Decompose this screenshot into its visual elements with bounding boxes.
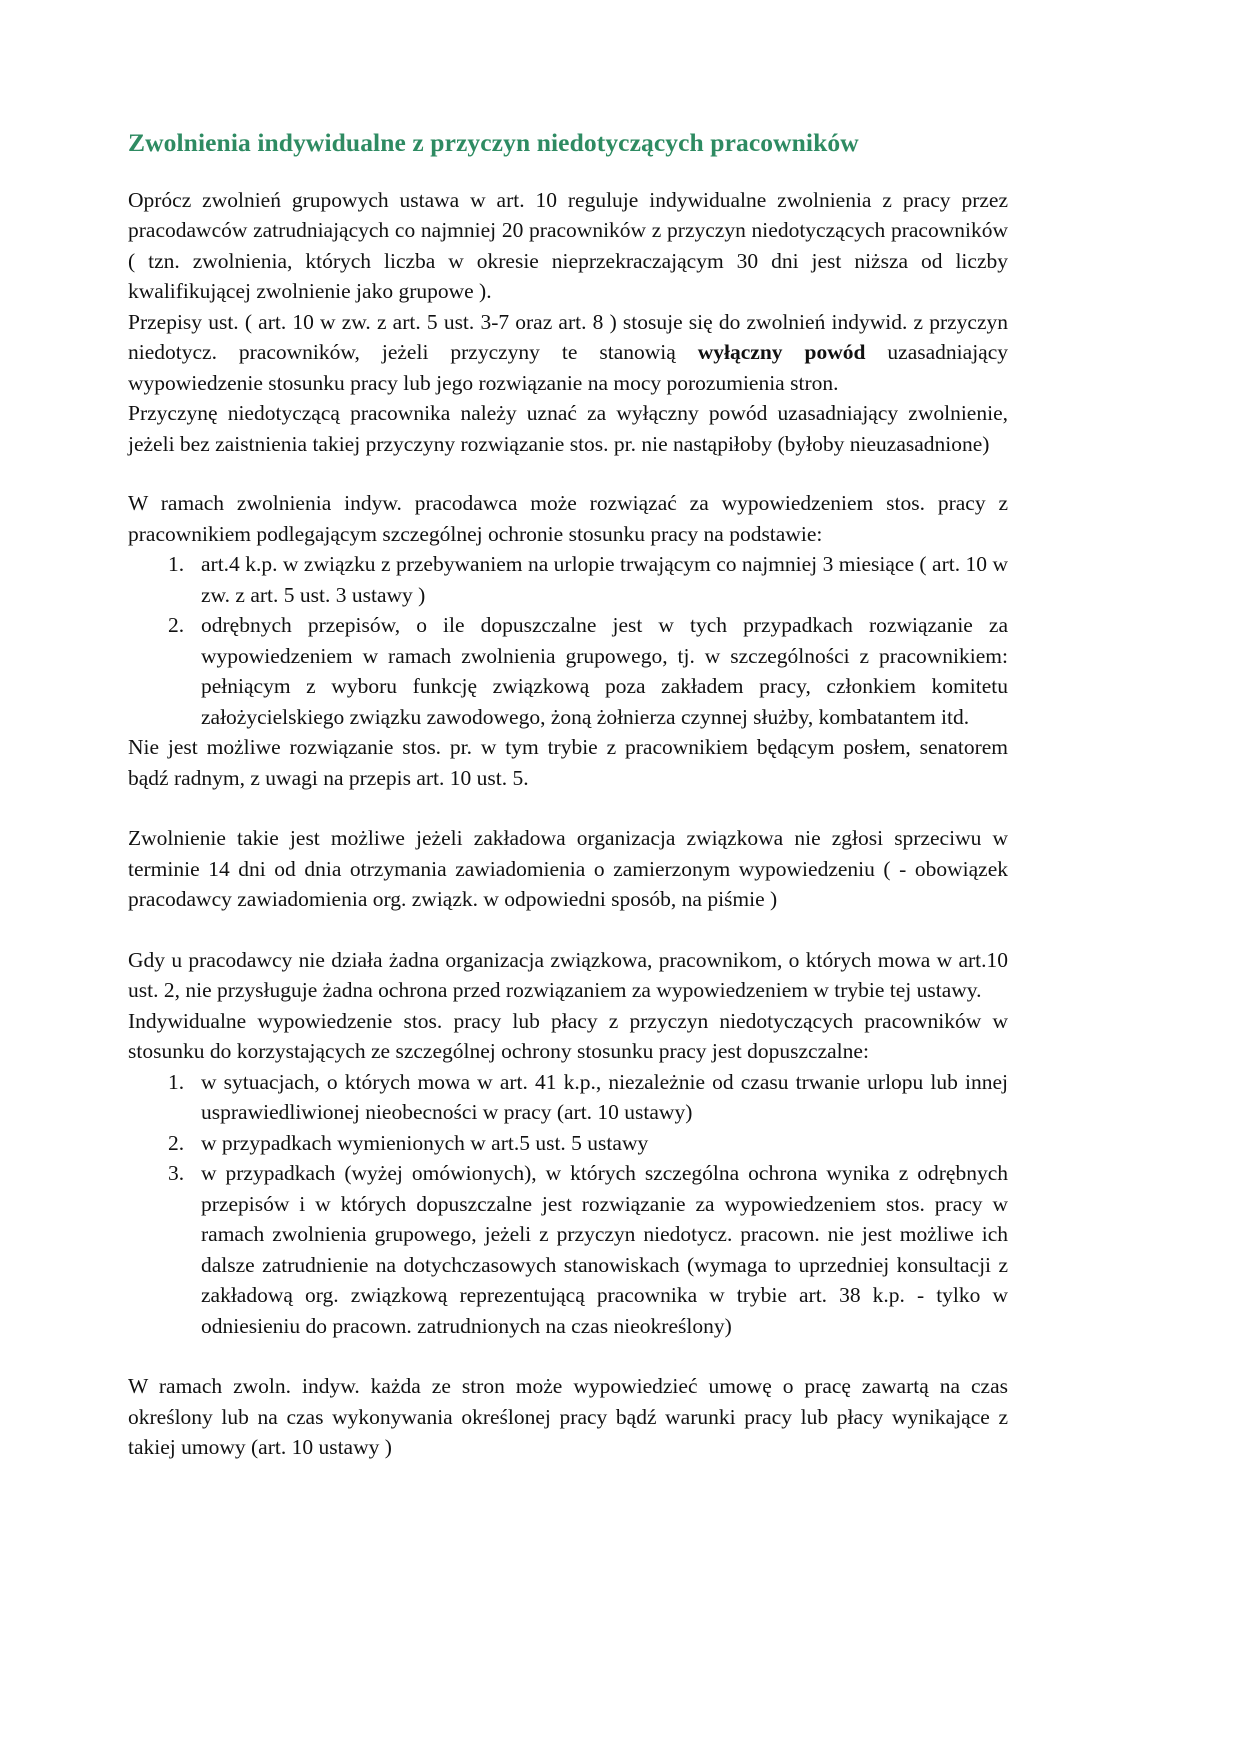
paragraph-7: Gdy u pracodawcy nie działa żadna organizacja związkowa, pracownikom, o których mowa w art.10 ust. 2, nie przysługuje żadna ochrona przed rozwiązaniem za wypowiedzeniem w trybie tej ustawy.: [128, 947, 1008, 1003]
spacer: [128, 915, 1008, 945]
paragraph-5: Nie jest możliwe rozwiązanie stos. pr. w tym trybie z pracownikiem będącym posłem, senatorem bądź radnym, z uwagi na przepis art. 10 ust. 5.: [128, 735, 1008, 790]
page-title: Zwolnienia indywidualne z przyczyn niedotyczących pracowników: [128, 128, 859, 157]
paragraph-2-emphasis: wyłączny powód: [697, 340, 866, 365]
list-item: odrębnych przepisów, o ile dopuszczalne jest w tych przypadkach rozwiązanie za wypowiedzeniem w ramach zwolnienia grupowego, tj. w szczególności z pracownikiem: pełniącym z wyboru funkcję związkową poza zakładem pracy, członkiem komitetu założycielskiego związku zawodowego, żoną żołnierza czynnej służby, kombatantem itd.: [201, 613, 1008, 729]
spacer: [128, 1341, 1008, 1371]
paragraph-6: Zwolnienie takie jest możliwe jeżeli zakładowa organizacja związkowa nie zgłosi sprzeciwu w terminie 14 dni od dnia otrzymania zawiadomienia o zamierzonym wypowiedzeniu ( - obowiązek pracodawcy zawiadomienia org. związk. w odpowiedni sposób, na piśmie ): [128, 826, 1008, 912]
paragraph-4: W ramach zwolnienia indyw. pracodawca może rozwiązać za wypowiedzeniem stos. pracy z pracownikiem podlegającym szczególnej ochronie stosunku pracy na podstawie:: [128, 491, 1008, 546]
spacer: [128, 459, 1008, 488]
paragraph-8: Indywidualne wypowiedzenie stos. pracy lub płacy z przyczyn niedotyczących pracowników w stosunku do korzystających ze szczególnej ochrony stosunku pracy jest dopuszczalne:: [128, 1008, 1008, 1064]
list-item: w sytuacjach, o których mowa w art. 41 k.p., niezależnie od czasu trwanie urlopu lub innej usprawiedliwionej nieobecności w pracy (art. 10 ustawy): [201, 1069, 1008, 1125]
spacer: [128, 793, 1008, 823]
paragraph-1: Oprócz zwolnień grupowych ustawa w art. 10 reguluje indywidualne zwolnienia z pracy przez pracodawców zatrudniających co najmniej 20 pracowników z przyczyn niedotyczących pracowników ( tzn. zwolnienia, których liczba w okresie nieprzekraczającym 30 dni jest niższa od liczby kwalifikującej zwolnienie jako grupowe ).: [128, 187, 1008, 304]
list-item: w przypadkach (wyżej omówionych), w których szczególna ochrona wynika z odrębnych przepisów i w których dopuszczalne jest rozwiązanie za wypowiedzeniem stos. pracy w ramach zwolnienia grupowego, jeżeli z przyczyn niedotycz. pracown. nie jest możliwe ich dalsze zatrudnienie na dotychczasowych stanowiskach (wymaga to uprzedniej konsultacji z zakładową org. związkową reprezentującą pracownika w trybie art. 38 k.p. - tylko w odniesieniu do pracown. zatrudnionych na czas nieokreślony): [201, 1161, 1008, 1338]
numbered-list-one: [128, 549, 1008, 732]
numbered-list-two: [128, 1067, 1008, 1342]
list-item: w przypadkach wymienionych w art.5 ust. 5 ustawy: [201, 1130, 649, 1155]
paragraph-2: [128, 307, 1008, 399]
paragraph-9: W ramach zwoln. indyw. każda ze stron może wypowiedzieć umowę o pracę zawartą na czas określony lub na czas wykonywania określonej pracy bądź warunki pracy lub płacy wynikające z takiej umowy (art. 10 ustawy ): [128, 1374, 1008, 1460]
paragraph-3: Przyczynę niedotyczącą pracownika należy uznać za wyłączny powód uzasadniający zwolnienie, jeżeli bez zaistnienia takiej przyczyny rozwiązanie stos. pr. nie nastąpiłoby (byłoby nieuzasadnione): [128, 401, 1008, 456]
paragraph-2-text-after: uzasadniający wypowiedzenie stosunku pracy lub jego rozwiązanie na mocy porozumienia stron.: [128, 340, 1009, 395]
paragraph-2-text-before: Przepisy ust. ( art. 10 w zw. z art. 5 ust. 3-7 oraz art. 8 ) stosuje się do zwolnień indywid. z przyczyn niedotycz. pracowników, jeżeli przyczyny te stanowią: [128, 309, 1008, 365]
list-item: art.4 k.p. w związku z przebywaniem na urlopie trwającym co najmniej 3 miesiące ( art. 10 w zw. z art. 5 ust. 3 ustawy ): [201, 552, 1008, 607]
